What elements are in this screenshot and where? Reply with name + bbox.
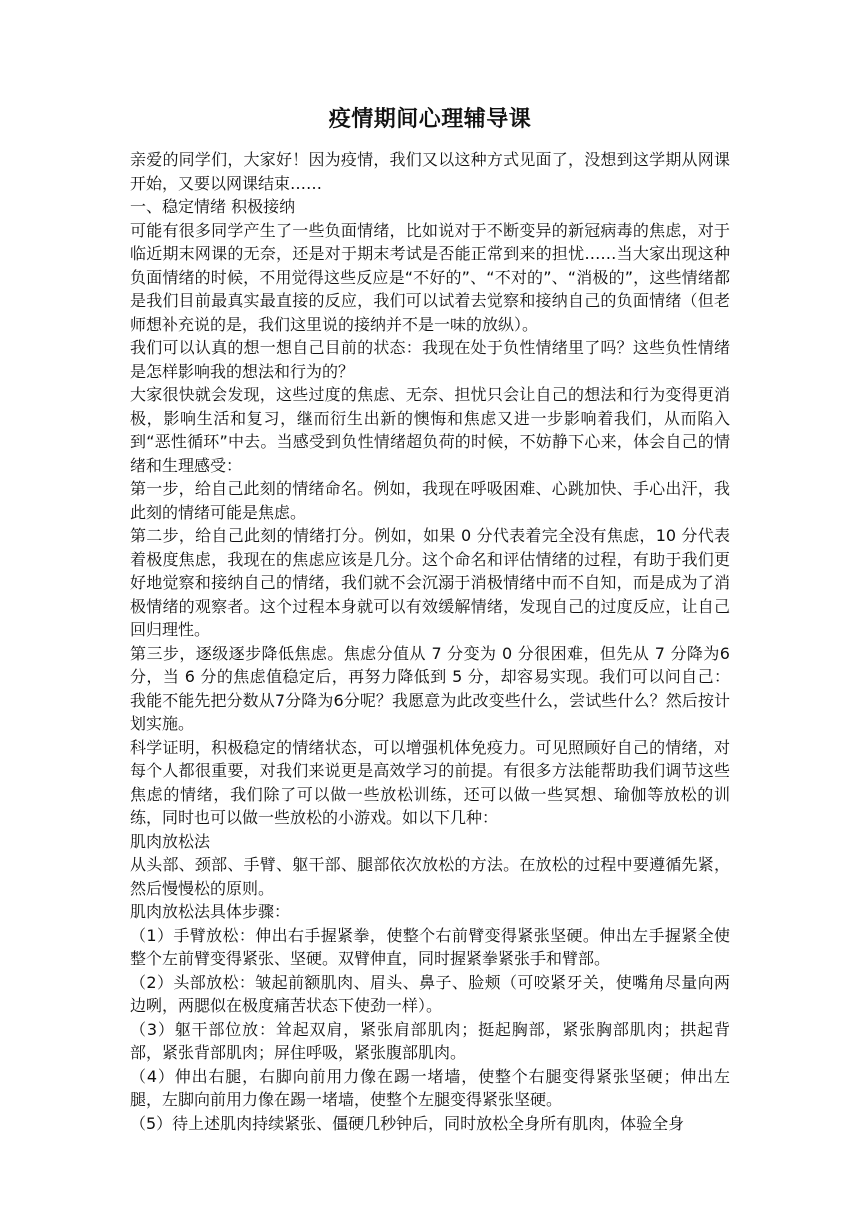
list-item-torso: （3）躯干部位放：耸起双肩，紧张肩部肌肉；挺起胸部，紧张胸部肌肉；拱起背部，紧张背部肌肉；屏住呼吸，紧张腹部肌肉。 — [130, 1019, 730, 1062]
list-item-legs: （4）伸出右腿，右脚向前用力像在踢一堵墙，使整个右腿变得紧张坚硬；伸出左腿，左脚向前用力像在踢一堵墙，使整个左腿变得紧张坚硬。 — [130, 1066, 730, 1109]
paragraph-greeting: 亲爱的同学们，大家好！因为疫情，我们又以这种方式见面了，没想到这学期从网课开始，又要以网课结束…… — [130, 150, 730, 193]
paragraph-science: 科学证明，积极稳定的情绪状态，可以增强机体免疫力。可见照顾好自己的情绪，对每个人都很重要，对我们来说更是高效学习的前提。有很多方法能帮助我们调节这些焦虑的情绪，我们除了可以做一些放松训练，还可以做一些冥想、瑜伽等放松的训练，同时也可以做一些放松的小游戏。如以下几种： — [130, 737, 730, 827]
list-item-arm: （1）手臂放松：伸出右手握紧拳，使整个右前臂变得紧张坚硬。伸出左手握紧全使整个左前臂变得紧张、坚硬。双臂伸直，同时握紧拳紧张手和臂部。 — [130, 925, 730, 968]
paragraph-muscle-method: 从头部、颈部、手臂、躯干部、腿部依次放松的方法。在放松的过程中要遵循先紧，然后慢慢松的原则。 — [130, 855, 730, 898]
paragraph-step-1: 第一步，给自己此刻的情绪命名。例如，我现在呼吸困难、心跳加快、手心出汗，我此刻的情绪可能是焦虑。 — [130, 479, 730, 522]
list-item-release: （5）待上述肌肉持续紧张、僵硬几秒钟后，同时放松全身所有肌肉，体验全身 — [130, 1113, 685, 1133]
paragraph-reflect-state: 我们可以认真的想一想自己目前的状态：我现在处于负性情绪里了吗？这些负性情绪是怎样影响我的想法和行为的？ — [130, 338, 730, 381]
paragraph-step-3: 第三步，逐级逐步降低焦虑。焦虑分值从 7 分变为 0 分很困难，但先从 7 分降为6 分，当 6 分的焦虑值稳定后，再努力降低到 5 分，却容易实现。我们可以问自己：我能不能先把分数从7分降为6分呢？我愿意为此改变些什么，尝试些什么？然后按计划实施。 — [130, 643, 730, 733]
list-item-head: （2）头部放松：皱起前额肌肉、眉头、鼻子、脸颊（可咬紧牙关，使嘴角尽量向两边咧，两腮似在极度痛苦状态下使劲一样）。 — [130, 972, 730, 1015]
document-title: 疫情期间心理辅导课 — [328, 107, 532, 132]
paragraph-step-2: 第二步，给自己此刻的情绪打分。例如，如果 0 分代表着完全没有焦虑，10 分代表着极度焦虑，我现在的焦虑应该是几分。这个命名和评估情绪的过程，有助于我们更好地觉察和接纳自己的情绪，我们就不会沉溺于消极情绪中而不自知，而是成为了消极情绪的观察者。这个过程本身就可以有效缓解情绪，发现自己的过度反应，让自己回归理性。 — [130, 526, 730, 639]
section-heading-1: 一、稳定情绪 积极接纳 — [130, 197, 296, 216]
paragraph-negative-emotions: 可能有很多同学产生了一些负面情绪，比如说对于不断变异的新冠病毒的焦虑，对于临近期末网课的无奈，还是对于期末考试是否能正常到来的担忧……当大家出现这种负面情绪的时候，不用觉得这些反应是“不好的”、“不对的”、“消极的”，这些情绪都是我们目前最真实最直接的反应，我们可以试着去觉察和接纳自己的负面情绪（但老师想补充说的是，我们这里说的接纳并不是一味的放纵）。 — [130, 220, 730, 334]
subheading-steps: 肌肉放松法具体步骤： — [130, 902, 291, 921]
paragraph-vicious-cycle: 大家很快就会发现，这些过度的焦虑、无奈、担忧只会让自己的想法和行为变得更消极，影响生活和复习，继而衍生出新的懊悔和焦虑又进一步影响着我们，从而陷入到“恶性循环”中去。当感受到负性情绪超负荷的时候，不妨静下心来，体会自己的情绪和生理感受： — [130, 385, 730, 475]
subheading-muscle-relaxation: 肌肉放松法 — [130, 831, 211, 851]
document-body — [130, 148, 730, 1135]
